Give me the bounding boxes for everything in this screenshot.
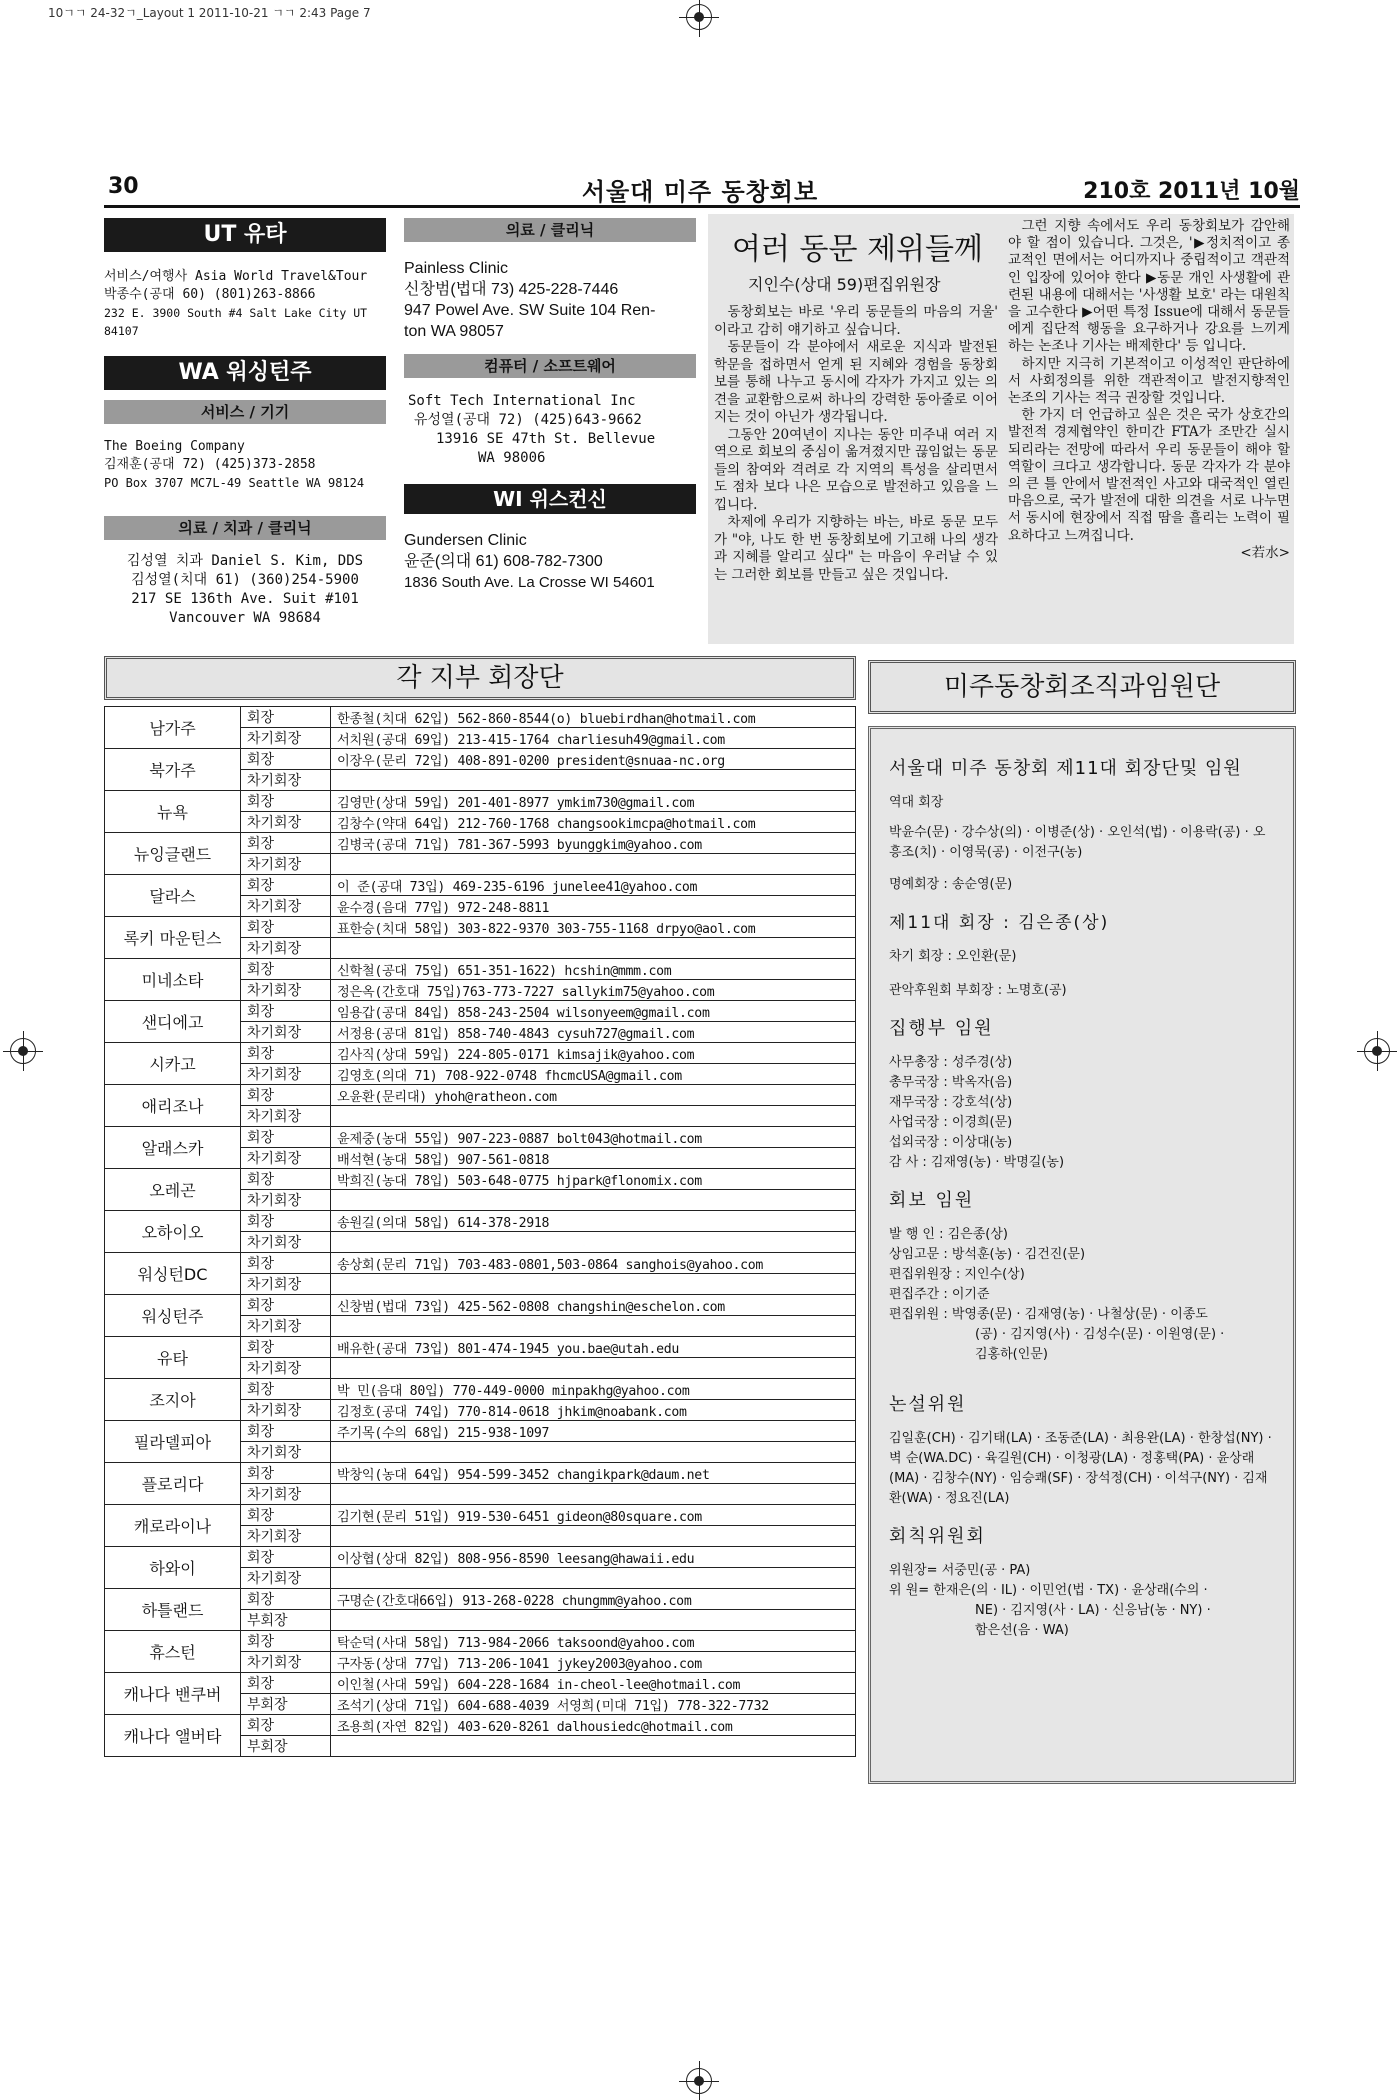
contact-cell <box>331 1736 856 1757</box>
role-cell: 차기회장 <box>241 1064 331 1085</box>
role-cell: 차기회장 <box>241 812 331 833</box>
current-president: 제11대 회장 : 김은종(상) <box>889 913 1110 933</box>
region-cell: 시카고 <box>105 1043 241 1085</box>
ut-listing: 서비스/여행사 Asia World Travel&Tour 박종수(공대 60) (801)263-8866 232 E. 3900 South #4 Salt Lake City UT 84107 <box>104 269 368 338</box>
region-cell: 플로리다 <box>105 1463 241 1505</box>
branches-title: 각 지부 회장단 <box>104 656 856 700</box>
role-cell: 회장 <box>241 1001 331 1022</box>
bylaws-heading: 회칙위원회 <box>889 1526 986 1547</box>
bylaws-list: 위원장= 서중민(공 · PA) 위 원= 한재은(의 · IL) · 이민언(법 · TX) · 윤상래(수의 · NE) · 김지영(사 · LA) · 신응남(농 · NY) · 함은선(음 · WA) <box>889 1563 1211 1638</box>
article-title: 여러 동문 제위들께 <box>732 232 983 267</box>
article-column-2: 그런 지향 속에서도 우리 동창회보가 감안해야 할 점이 있습니다. 그것은, '▶정치적이고 종교적인 면에서는 어디까지나 중립적이고 객관적인 입장에 있어야 한다 ▶동문 개인 사생활에 관련된 내용에 대해서는 '사생활 보호' 라는 대원칙을 고수한다 ▶어떤 특정 Issue에 대해서 동문들에게 집단적 행동을 요구하거나 강요를 느끼게 하는 논조나 기사는 배제한다' 등 입니다. 하지만 지극히 기본적이고 이성적인 판단하에서 사회정의를 위한 객관적이고 발전지향적인 논조의 기사는 적극 권장할 것입니다. 한 가지 더 언급하고 싶은 것은 국가 상호간의 발전적 경제협약인 한미간 FTA가 조만간 실시되리라는 전망에 따라서 우리 동문들이 해야 할 역할이 크다고 생각합니다. 동문 각자가 각 분야의 큰 틀 안에서 발전적인 사고와 대국적인 열린 마음으로, 국가 발전에 대한 의견을 서로 나누면서 동시에 현장에서 직접 땀을 흘리는 노력이 필요하다고 느껴집니다. <若水> <box>1008 218 1290 561</box>
contact-cell <box>331 1484 856 1505</box>
role-cell: 차기회장 <box>241 1274 331 1295</box>
table-row <box>105 1211 856 1232</box>
contact-cell: 구자동(상대 77입) 713-206-1041 jykey2003@yahoo.com <box>331 1652 856 1673</box>
role-cell: 차기회장 <box>241 1400 331 1421</box>
contact-cell: 박 민(음대 80입) 770-449-0000 minpakhg@yahoo.com <box>331 1379 856 1400</box>
role-cell: 회장 <box>241 917 331 938</box>
contact-cell: 서치원(공대 69입) 213-415-1764 charliesuh49@gmail.com <box>331 728 856 749</box>
branch-table <box>104 706 856 1757</box>
contact-cell <box>331 1190 856 1211</box>
role-cell: 차기회장 <box>241 1232 331 1253</box>
boeing-listing: The Boeing Company 김재훈(공대 72) (425)373-2858 PO Box 3707 MC7L-49 Seattle WA 98124 <box>104 439 365 490</box>
table-row <box>105 1589 856 1610</box>
region-cell: 캐로라이나 <box>105 1505 241 1547</box>
region-cell: 유타 <box>105 1337 241 1379</box>
past-presidents-label: 역대 회장 <box>889 795 944 810</box>
role-cell: 회장 <box>241 749 331 770</box>
org-box <box>868 726 1296 1784</box>
contact-cell: 송상회(문리 71입) 703-483-0801,503-0864 sanghois@yahoo.com <box>331 1253 856 1274</box>
contact-cell: 이장우(문리 72입) 408-891-0200 president@snuaa-nc.org <box>331 749 856 770</box>
role-cell: 회장 <box>241 1127 331 1148</box>
role-cell: 회장 <box>241 875 331 896</box>
contact-cell <box>331 1358 856 1379</box>
table-row <box>105 1673 856 1694</box>
region-cell: 오하이오 <box>105 1211 241 1253</box>
role-cell: 차기회장 <box>241 1526 331 1547</box>
honorary-president: 명예회장 : 송순영(문) <box>889 877 1013 892</box>
role-cell: 회장 <box>241 1505 331 1526</box>
header-rule <box>104 205 1300 208</box>
contact-cell: 김병국(공대 71입) 781-367-5993 byunggkim@yahoo.com <box>331 833 856 854</box>
role-cell: 차기회장 <box>241 980 331 1001</box>
role-cell: 회장 <box>241 1673 331 1694</box>
table-row <box>105 1379 856 1400</box>
contact-cell: 주기목(수의 68입) 215-938-1097 <box>331 1421 856 1442</box>
role-cell: 회장 <box>241 1715 331 1736</box>
table-row <box>105 1421 856 1442</box>
role-cell: 회장 <box>241 707 331 728</box>
table-row <box>105 1295 856 1316</box>
org-title: 미주동창회조직과임원단 <box>868 660 1296 714</box>
contact-cell: 조용희(자연 82입) 403-620-8261 dalhousiedc@hotmail.com <box>331 1715 856 1736</box>
table-row <box>105 959 856 980</box>
region-cell: 하와이 <box>105 1547 241 1589</box>
role-cell: 회장 <box>241 1211 331 1232</box>
role-cell: 차기회장 <box>241 896 331 917</box>
contact-cell: 김영만(상대 59입) 201-401-8977 ymkim730@gmail.com <box>331 791 856 812</box>
contact-cell: 한종철(치대 62입) 562-860-8544(o) bluebirdhan@hotmail.com <box>331 707 856 728</box>
region-cell: 캐나다 앨버타 <box>105 1715 241 1757</box>
role-cell: 회장 <box>241 1463 331 1484</box>
print-slug: 10ㄱㄱ 24-32ㄱ_Layout 1 2011-10-21 ㄱㄱ 2:43 Page 7 <box>48 6 371 20</box>
softtech-listing: Soft Tech International Inc 유성열(공대 72) (425)643-9662 13916 SE 47th St. Bellevue WA 98006 <box>408 393 656 466</box>
role-cell: 차기회장 <box>241 1022 331 1043</box>
contact-cell: 박창익(농대 64입) 954-599-3452 changikpark@daum.net <box>331 1463 856 1484</box>
contact-cell: 윤수경(음대 77입) 972-248-8811 <box>331 896 856 917</box>
contact-cell <box>331 1568 856 1589</box>
contact-cell <box>331 938 856 959</box>
role-cell: 회장 <box>241 1589 331 1610</box>
contact-cell: 김사직(상대 59입) 224-805-0171 kimsajik@yahoo.com <box>331 1043 856 1064</box>
contact-cell: 배유한(공대 73입) 801-474-1945 you.bae@utah.edu <box>331 1337 856 1358</box>
contact-cell: 김기현(문리 51입) 919-530-6451 gideon@80square.com <box>331 1505 856 1526</box>
service-subheader: 서비스 / 기기 <box>104 400 386 424</box>
editorial-article <box>708 214 1294 644</box>
region-cell: 하틀랜드 <box>105 1589 241 1631</box>
contact-cell: 서정용(공대 81입) 858-740-4843 cysuh727@gmail.com <box>331 1022 856 1043</box>
contact-cell: 이 준(공대 73입) 469-235-6196 junelee41@yahoo.com <box>331 875 856 896</box>
editorial-members: 김일훈(CH) · 김기태(LA) · 조동준(LA) · 최용완(LA) · 한창섭(NY) · 벽 순(WA.DC) · 육길원(CH) · 이청광(LA) · 정홍택(PA) · 윤상래(MA) · 김창수(NY) · 임승쾌(SF) · 장석정(CH) · 이석구(NY) · 김재환(WA) · 정요진(LA) <box>889 1431 1272 1506</box>
wi-header: WI 위스컨신 <box>404 484 696 514</box>
region-cell: 조지아 <box>105 1379 241 1421</box>
region-cell: 북가주 <box>105 749 241 791</box>
dental-subheader: 의료 / 치과 / 클리닉 <box>104 516 386 540</box>
past-presidents-names: 박윤수(문) · 강수상(의) · 이병준(상) · 오인석(법) · 이용락(공) · 오흥조(치) · 이영묵(공) · 이전구(농) <box>889 825 1266 860</box>
region-cell: 샌디에고 <box>105 1001 241 1043</box>
table-row <box>105 1253 856 1274</box>
region-cell: 필라델피아 <box>105 1421 241 1463</box>
contact-cell: 탁순덕(사대 58입) 713-984-2066 taksoond@yahoo.com <box>331 1631 856 1652</box>
table-row <box>105 707 856 728</box>
registration-mark-right <box>1364 1038 1390 1064</box>
role-cell: 차기회장 <box>241 1358 331 1379</box>
region-cell: 휴스턴 <box>105 1631 241 1673</box>
role-cell: 회장 <box>241 959 331 980</box>
region-cell: 남가주 <box>105 707 241 749</box>
role-cell: 차기회장 <box>241 1316 331 1337</box>
contact-cell: 정은옥(간호대 75입)763-773-7227 sallykim75@yahoo.com <box>331 980 856 1001</box>
region-cell: 애리조나 <box>105 1085 241 1127</box>
paper-title: 서울대 미주 동창회보 <box>581 178 819 206</box>
role-cell: 차기회장 <box>241 1652 331 1673</box>
region-cell: 캐나다 밴쿠버 <box>105 1673 241 1715</box>
contact-cell: 표한승(치대 58입) 303-822-9370 303-755-1168 drpyo@aol.com <box>331 917 856 938</box>
table-row <box>105 875 856 896</box>
role-cell: 부회장 <box>241 1736 331 1757</box>
role-cell: 차기회장 <box>241 1190 331 1211</box>
role-cell: 회장 <box>241 1631 331 1652</box>
gundersen-listing: Gundersen Clinic 윤준(의대 61) 608-782-7300 1836 South Ave. La Crosse WI 54601 <box>404 532 655 591</box>
contact-cell: 김창수(약대 64입) 212-760-1768 changsookimcpa@hotmail.com <box>331 812 856 833</box>
contact-cell <box>331 1274 856 1295</box>
article-column-1: 동창회보는 바로 '우리 동문들의 마음의 거울' 이라고 감히 얘기하고 싶습니다. 동문들이 각 분야에서 새로운 지식과 발전된 학문을 접하면서 얻게 된 지혜와 경험을 동창회보를 통해 나누고 동시에 각자가 가지고 있는 의견을 교환함으로써 하나의 강력한 동아줄로 이어지는 것이 아닌가 생각됩니다. 그동안 20여년이 지나는 동안 미주내 여러 지역으로 회보의 중심이 옮겨졌지만 끊임없는 동문들의 참여와 격려로 각 지역의 특성을 살리면서도 점차 보다 나은 모습으로 발전하고 있음을 느낍니다. 차제에 우리가 지향하는 바는, 바로 동문 모두가 "야, 나도 한 번 동창회보에 기고해 나의 생각과 지혜를 알리고 싶다" 는 마음이 우러날 수 있는 그러한 회보를 만들고 싶은 것입니다. <box>714 304 998 583</box>
registration-mark-top <box>686 4 712 30</box>
issue-label: 210호 2011년 10월 <box>1083 179 1300 204</box>
contact-cell <box>331 1316 856 1337</box>
contact-cell: 윤제중(농대 55입) 907-223-0887 bolt043@hotmail.com <box>331 1127 856 1148</box>
role-cell: 회장 <box>241 1043 331 1064</box>
role-cell: 회장 <box>241 1295 331 1316</box>
contact-cell <box>331 1232 856 1253</box>
table-row <box>105 1505 856 1526</box>
table-row <box>105 791 856 812</box>
editorial-heading: 논설위원 <box>889 1394 967 1415</box>
role-cell: 회장 <box>241 833 331 854</box>
contact-cell: 신창범(법대 73입) 425-562-0808 changshin@eschelon.com <box>331 1295 856 1316</box>
region-cell: 워싱턴주 <box>105 1295 241 1337</box>
region-cell: 뉴잉글랜드 <box>105 833 241 875</box>
role-cell: 차기회장 <box>241 1148 331 1169</box>
role-cell: 차기회장 <box>241 938 331 959</box>
contact-cell <box>331 1526 856 1547</box>
role-cell: 차기회장 <box>241 1442 331 1463</box>
region-cell: 알래스카 <box>105 1127 241 1169</box>
table-row <box>105 1085 856 1106</box>
contact-cell <box>331 1610 856 1631</box>
role-cell: 차기회장 <box>241 1568 331 1589</box>
next-president: 차기 회장 : 오인환(문) <box>889 949 1017 964</box>
exec-heading: 집행부 임원 <box>889 1018 994 1039</box>
contact-cell: 박희진(농대 78입) 503-648-0775 hjpark@flonomix.com <box>331 1169 856 1190</box>
clinic-listing: Painless Clinic 신창범(법대 73) 425-228-7446 947 Powel Ave. SW Suite 104 Ren- ton WA 98057 <box>404 260 656 340</box>
role-cell: 회장 <box>241 1253 331 1274</box>
contact-cell <box>331 1442 856 1463</box>
table-row <box>105 1169 856 1190</box>
contact-cell: 김정호(공대 74입) 770-814-0618 jhkim@noabank.com <box>331 1400 856 1421</box>
ut-header: UT 유타 <box>104 218 386 252</box>
table-row <box>105 749 856 770</box>
directory-column-a <box>104 218 386 630</box>
region-cell: 워싱턴DC <box>105 1253 241 1295</box>
region-cell: 오레곤 <box>105 1169 241 1211</box>
registration-mark-bottom <box>686 2068 712 2094</box>
table-row <box>105 1463 856 1484</box>
article-byline: 지인수(상대 59)편집위원장 <box>748 275 941 294</box>
region-cell: 미네소타 <box>105 959 241 1001</box>
contact-cell: 임용갑(공대 84입) 858-243-2504 wilsonyeem@gmail.com <box>331 1001 856 1022</box>
contact-cell: 김영호(의대 71) 708-922-0748 fhcmcUSA@gmail.com <box>331 1064 856 1085</box>
contact-cell: 구명순(간호대66입) 913-268-0228 chungmm@yahoo.com <box>331 1589 856 1610</box>
role-cell: 회장 <box>241 1085 331 1106</box>
role-cell: 회장 <box>241 791 331 812</box>
table-row <box>105 1001 856 1022</box>
org-subtitle: 서울대 미주 동창회 제11대 회장단및 임원 <box>889 758 1242 779</box>
role-cell: 부회장 <box>241 1610 331 1631</box>
exec-list: 사무총장 : 성주경(상) 총무국장 : 박옥자(음) 재무국장 : 강호석(상) 사업국장 : 이경희(문) 섭외국장 : 이상대(농) 감 사 : 김재영(농) · 박명길(농) <box>889 1055 1065 1170</box>
table-row <box>105 1547 856 1568</box>
contact-cell: 조석기(상대 71입) 604-688-4039 서영희(미대 71입) 778-322-7732 <box>331 1694 856 1715</box>
role-cell: 차기회장 <box>241 728 331 749</box>
role-cell: 차기회장 <box>241 854 331 875</box>
table-row <box>105 833 856 854</box>
contact-cell <box>331 854 856 875</box>
role-cell: 차기회장 <box>241 1106 331 1127</box>
region-cell: 록키 마운틴스 <box>105 917 241 959</box>
gwanak-vp: 관악후원회 부회장 : 노명호(공) <box>889 983 1067 998</box>
contact-cell: 이상협(상대 82입) 808-956-8590 leesang@hawaii.edu <box>331 1547 856 1568</box>
table-row <box>105 917 856 938</box>
role-cell: 회장 <box>241 1337 331 1358</box>
role-cell: 회장 <box>241 1421 331 1442</box>
wa-header: WA 워싱턴주 <box>104 356 386 390</box>
article-signature: <若水> <box>1240 544 1290 561</box>
region-cell: 달라스 <box>105 875 241 917</box>
clinic-subheader: 의료 / 클리닉 <box>404 218 696 242</box>
contact-cell: 오윤환(문리대) yhoh@ratheon.com <box>331 1085 856 1106</box>
contact-cell <box>331 1106 856 1127</box>
contact-cell: 이인철(사대 59입) 604-228-1684 in-cheol-lee@hotmail.com <box>331 1673 856 1694</box>
table-row <box>105 1127 856 1148</box>
table-row <box>105 1715 856 1736</box>
role-cell: 회장 <box>241 1379 331 1400</box>
role-cell: 부회장 <box>241 1694 331 1715</box>
table-row <box>105 1043 856 1064</box>
contact-cell <box>331 770 856 791</box>
directory-column-b <box>404 218 696 595</box>
newsletter-heading: 회보 임원 <box>889 1190 975 1211</box>
newsletter-list: 발 행 인 : 김은종(상) 상임고문 : 방석훈(농) · 김건진(문) 편집위원장 : 지인수(상) 편집주간 : 이기준 편집위원 : 박영종(문) · 김재영(농) · 나철상(문) · 이종도 (공) · 김지영(사) · 김성수(문) · 이원영(문) · 김홍하(인문) <box>889 1227 1225 1362</box>
contact-cell: 신학철(공대 75입) 651-351-1622) hcshin@mmm.com <box>331 959 856 980</box>
contact-cell: 배석현(농대 58입) 907-561-0818 <box>331 1148 856 1169</box>
table-row <box>105 1631 856 1652</box>
role-cell: 차기회장 <box>241 770 331 791</box>
dental-listing: 김성열 치과 Daniel S. Kim, DDS 김성열(치대 61) (360)254-5900 217 SE 136th Ave. Suit #101 Vancouver WA 98684 <box>126 553 364 626</box>
table-row <box>105 1337 856 1358</box>
region-cell: 뉴욕 <box>105 791 241 833</box>
contact-cell: 송원길(의대 58입) 614-378-2918 <box>331 1211 856 1232</box>
role-cell: 차기회장 <box>241 1484 331 1505</box>
computer-subheader: 컴퓨터 / 소프트웨어 <box>404 354 696 378</box>
role-cell: 회장 <box>241 1547 331 1568</box>
role-cell: 회장 <box>241 1169 331 1190</box>
page-number: 30 <box>108 174 139 199</box>
registration-mark-left <box>10 1038 36 1064</box>
